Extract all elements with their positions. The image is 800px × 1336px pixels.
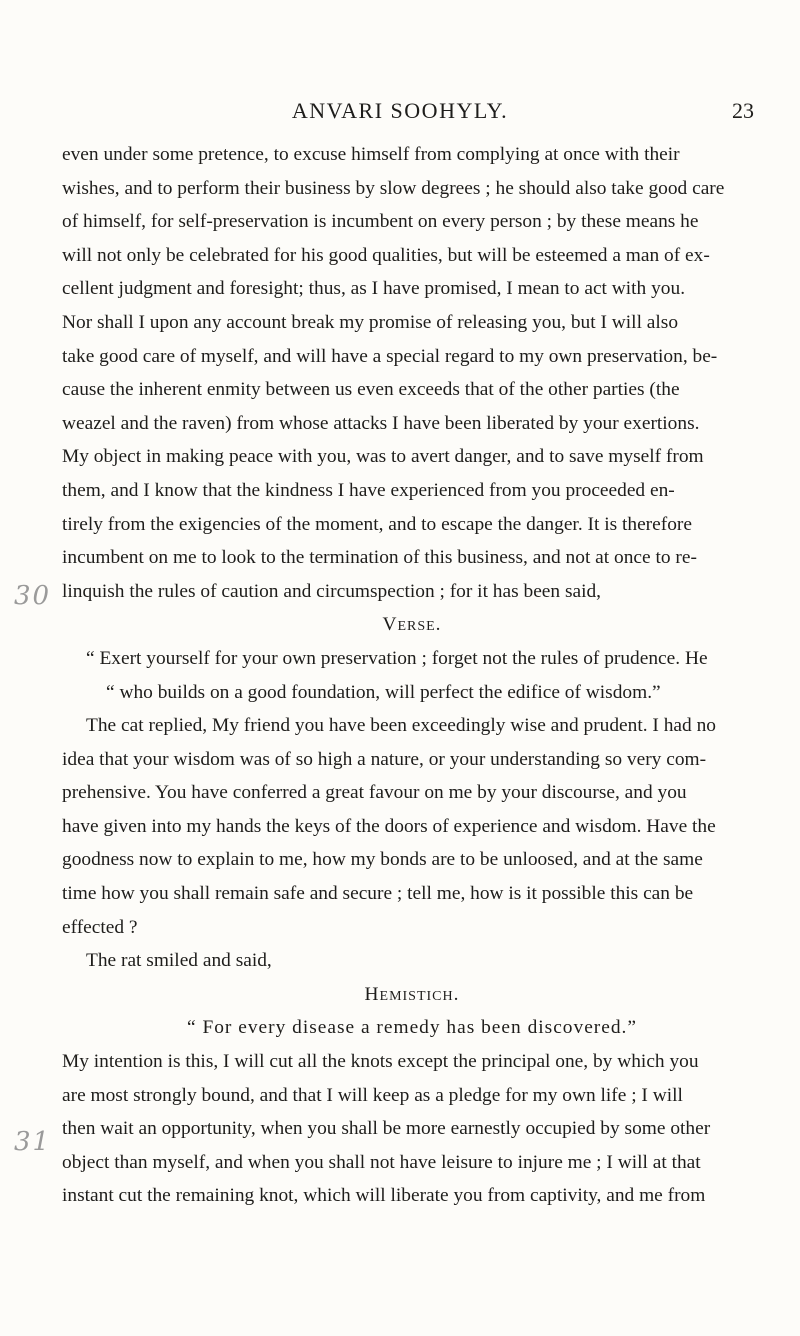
text-line: prehensive. You have conferred a great favour on me by your discourse, and you — [62, 782, 687, 804]
text-line: The rat smiled and said, — [86, 950, 272, 972]
text-line: cause the inherent enmity between us even exceeds that of the other parties (the — [62, 379, 680, 401]
verse-line: “ Exert yourself for your own preservation ; forget not the rules of prudence. He — [86, 647, 708, 669]
text-line: even under some pretence, to excuse himself from complying at once with their — [62, 144, 680, 165]
text-line: Nor shall I upon any account break my promise of releasing you, but I will also — [62, 311, 679, 333]
text-line: have given into my hands the keys of the doors of experience and wisdom. Have the — [62, 815, 716, 837]
margin-pencil-note: 30 — [14, 581, 52, 611]
text-line: incumbent on me to look to the termination of this business, and not at once to re- — [62, 547, 697, 569]
hemistich-line: “ For every disease a remedy has been discovered.” — [186, 1017, 638, 1039]
text-line: object than myself, and when you shall not have leisure to injure me ; I will at that — [62, 1151, 701, 1173]
text-line: instant cut the remaining knot, which will liberate you from captivity, and me from — [62, 1185, 706, 1207]
text-line: My object in making peace with you, was to avert danger, and to save myself from — [62, 446, 704, 468]
text-line: time how you shall remain safe and secure ; tell me, how is it possible this can be — [62, 883, 694, 905]
verse-heading: Verse. — [382, 614, 442, 636]
text-line: linquish the rules of caution and circumspection ; for it has been said, — [62, 580, 602, 602]
text-line: weazel and the raven) from whose attacks I have been liberated by your exertions. — [62, 412, 700, 434]
text-line: of himself, for self-preservation is incumbent on every person ; by these means he — [62, 211, 699, 233]
text-line: wishes, and to perform their business by slow degrees ; he should also take good care — [62, 177, 725, 199]
running-head — [0, 98, 800, 128]
text-line: tirely from the exigencies of the moment, and to escape the danger. It is therefore — [62, 513, 692, 535]
text-line: effected ? — [62, 916, 138, 938]
body-text — [62, 138, 762, 1213]
margin-pencil-note: 31 — [14, 1127, 52, 1157]
text-line: then wait an opportunity, when you shall be more earnestly occupied by some other — [62, 1118, 711, 1140]
text-line: cellent judgment and foresight; thus, as I have promised, I mean to act with you. — [62, 278, 686, 300]
text-line: will not only be celebrated for his good qualities, but will be esteemed a man of ex- — [62, 244, 710, 266]
text-line: take good care of myself, and will have a special regard to my own preservation, be- — [62, 345, 718, 367]
text-line: goodness now to explain to me, how my bonds are to be unloosed, and at the same — [62, 849, 703, 871]
text-line: idea that your wisdom was of so high a nature, or your understanding so very com- — [62, 748, 707, 770]
verse-line: “ who builds on a good foundation, will perfect the edifice of wisdom.” — [106, 681, 661, 703]
running-title: ANVARI SOOHYLY. — [291, 98, 509, 123]
page-number: 23 — [732, 98, 754, 123]
text-line: The cat replied, My friend you have been exceedingly wise and prudent. I had no — [86, 715, 716, 737]
hemistich-heading: Hemistich. — [364, 983, 460, 1005]
text-line: are most strongly bound, and that I will keep as a pledge for my own life ; I will — [62, 1084, 683, 1106]
text-line: them, and I know that the kindness I have experienced from you proceeded en- — [62, 479, 675, 501]
text-line: My intention is this, I will cut all the knots except the principal one, by which you — [62, 1051, 699, 1073]
